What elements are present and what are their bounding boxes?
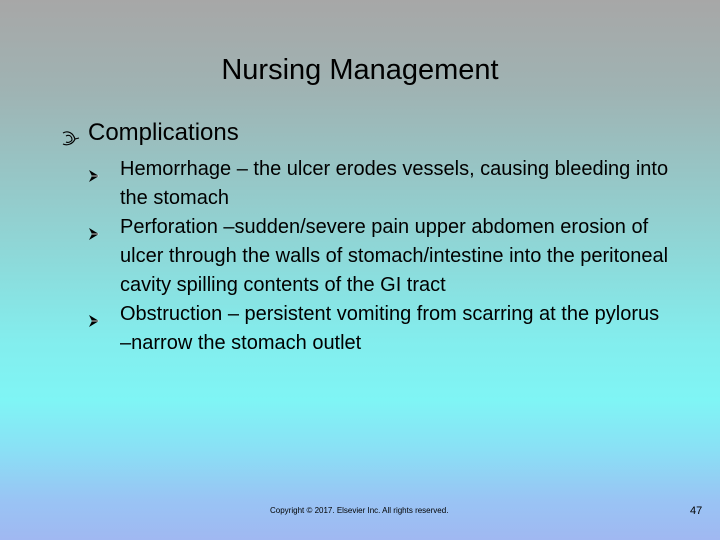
complications-list — [112, 155, 672, 358]
complications-heading: Complications — [88, 119, 239, 146]
copyright-notice: Copyright © 2017. Elsevier Inc. All rights reserved. — [270, 506, 449, 515]
page-number: 47 — [690, 505, 703, 517]
slide-title: Nursing Management — [221, 54, 499, 86]
list-item — [112, 213, 672, 300]
arrow-bullet-icon — [88, 221, 100, 235]
list-item-text: Obstruction – persistent vomiting from scarring at the pylorus –narrow the stomach outlet — [120, 303, 660, 354]
list-item-text: Perforation –sudden/severe pain upper abdomen erosion of ulcer through the walls of stomach/intestine into the peritoneal cavity spilling contents of the GI tract — [120, 216, 669, 296]
complications-section — [60, 116, 680, 150]
arrow-bullet-icon — [88, 163, 100, 177]
list-item-text: Hemorrhage – the ulcer erodes vessels, causing bleeding into the stomach — [120, 158, 669, 209]
complications-heading-row — [60, 116, 680, 150]
wingding-bullet-icon — [60, 124, 80, 142]
list-item — [112, 155, 672, 213]
list-item — [112, 300, 672, 358]
arrow-bullet-icon — [88, 308, 100, 322]
